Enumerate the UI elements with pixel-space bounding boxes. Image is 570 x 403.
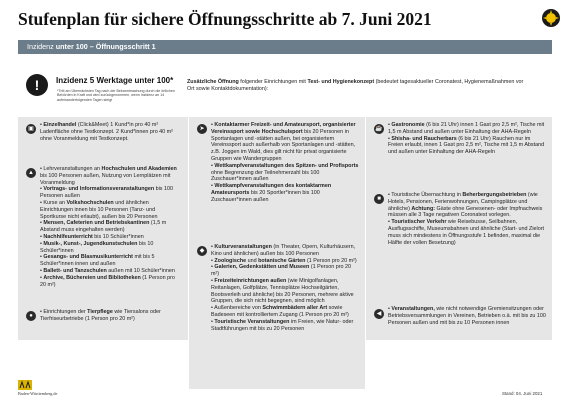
list-item: • Wettkampfveranstaltungen des Spitzen- und Profisports ohne Begrenzung der Teilnehmerzahl bis 100 Zuschauer*innen außen [211,162,359,183]
list-item: • Kulturveranstaltungen (in Theater, Opern, Kulturhäusern, Kino und ähnlichen) außen bis 100 Personen [211,244,356,257]
megaphone-icon: ◀ [374,309,384,319]
list-item: • Archive, Büchereien und Bibliotheken (1 Person pro 20 m²) [40,274,175,288]
list-item: • Kurse an Volkshochschulen und ähnlichen Einrichtungen innen bis 10 Personen (Tanz- und Sportkurse nicht erlaubt), außen bis 20 Personen [40,199,158,220]
bw-lions-logo-icon [18,380,32,390]
list-item: • Lehrveranstaltungen an Hochschulen und Akademien bis 100 Personen außen, Nutzung von Lernplätzen mit Voranmeldung [40,166,177,186]
intro-strong-1: Zusätzliche Öffnung [187,79,239,85]
bar-strong: unter 100 – Öffnungsschritt 1 [55,42,156,51]
cup-icon: ☕ [375,126,383,132]
intro-text-2: (bedeutet tagesaktueller Coronatest, Hygienemaßnahmen vor Ort sowie Kontaktdokumentation): [187,79,524,93]
list-item: • Wettkampfveranstaltungen des kontaktarmen Amateursports bis 20 Sportler*innen bis 100 Zuschauer*innen außen [211,183,332,203]
warning-note: *Tritt am Übernächsten Tag nach der Bekanntmachung durch die örtlichen Behörden in Kraft und wird zurückgenommen, wenn Inzidenz an 14 aufeinanderfolgenden Tagen steigt [57,89,175,102]
page-title: Stufenplan für sichere Öffnungsschritte ab 7. Juni 2021 [18,9,432,29]
list-item: • Touristischer Verkehr wie Reisebusse, Seilbahnen, Ausflugsschiffe, Museumsbahnen und ähnliche (Start- und Zielort muss sich mindestens in Öffnungsstufe 1 befinden, maximal die Hälfte der vollen Besetzung) [388,219,545,246]
list-item: • Kontaktarmer Freizeit- und Amateursport, organisierter Vereinssport sowie Hochschulsport bis 20 Personen in Sportanlagen und -stätten außen, bei organisiertem Vereinssport auch außerhalb von Sportanlagen und -stätten, z.B. Joggen im Wald, dies gilt nicht für privat organisierte Gruppen wie Wandergruppen [211,122,356,162]
list-item: • Vortrags- und Informationsveranstaltungen bis 100 Personen außen [40,186,173,200]
bar-prefix: Inzidenz [27,42,56,51]
state-crest-icon [541,8,561,28]
list-item: • Shisha- und Raucherbars (6 bis 21 Uhr) Rauchen nur im Freien erlaubt, innen 1 Gast pro 2,5 m², Tische mit 1,5 m Abstand und außen unter Einhaltung der AHA-Regeln [388,135,545,156]
list-item: • Gesangs- und Blasmusikunterricht mit bis 5 Schüler*innen innen und außen [40,254,155,268]
list-item: • Mensen, Cafeterien und Betriebskantinen (1,5 m Abstand muss eingehalten werden) [40,220,167,234]
list-item: • Nachhilfeunterricht bis 10 Schüler*innen [40,233,144,240]
list-item: • Außenbereiche von Schwimmbädern aller Art sowie Badeseen mit kontrolliertem Zugang (1 Person pro 20 m²) [211,305,349,318]
panel-sport-culture [189,117,365,389]
list-item: • Zoologische und botanische Gärten (1 Person pro 20 m²) [211,257,357,264]
block-sport [211,122,359,204]
graduation-icon: ▲ [26,168,36,178]
list-item: • Musik-, Kunst-, Jugendkunstschulen bis 10 Schüler*innen [40,240,154,254]
intro-strong-2: Test- und Hygienekonzept [307,79,375,85]
shopping-bag-icon: ▣ [26,124,36,134]
block-tourism [388,192,546,246]
block-retail [40,122,182,142]
running-icon: ➤ [197,124,207,134]
warning-icon: ! [26,74,48,96]
list-item: • Galerien, Gedenkstätten und Museen (1 Person pro 20 m²) [211,264,352,278]
warning-title: Inzidenz 5 Werktage unter 100* [56,76,174,85]
list-item: • Einrichtungen der Tierpflege wie Tiersalons oder Tierfriseurbetriebe (1 Person pro 20 m²) [40,309,161,322]
bed-icon: ■ [374,194,384,204]
list-item: • Touristische Veranstaltungen im Freien, wie Natur- oder Stadtführungen mit bis zu 20 Personen [211,318,354,332]
theater-icon: ◆ [197,246,207,256]
intro-text [187,79,527,93]
footer-logo-text: Baden-Württemberg.de [18,391,58,396]
list-item: • Touristische Übernachtung in Beherbergungsbetrieben (wie Hotels, Pensionen, Ferienwohnungen, Campingplätze und ähnliche) Achtung: Gäste ohne Genesenen- oder Impfnachweis müssen alle 3 Tage negativen Coronatest vorlegen. [388,192,543,219]
paw-icon: ● [26,311,36,321]
block-events [388,306,546,326]
footer-date: Stand: 04. Juni 2021 [502,391,543,396]
list-item: • Einzelhandel (Click&Meet) 1 Kund*in pro 40 m² Ladenfläche ohne Testkonzept. 2 Kund*innen pro 40 m² ohne Voranmeldung mit Testkonzept. [40,122,173,142]
block-pets [40,309,182,323]
incidence-bar [18,40,552,54]
list-item: • Ballett- und Tanzschulen außen mit 10 Schüler*innen [40,267,175,274]
list-item: • Freizeiteinrichtungen außen (wie Minigolfanlagen, Reitanlagen, Golfplätze, Tennisplätze Hochseilgärten, Bootsverleih und ähnliche) bis 20 Personen, mehrere aktive Gruppen, die sich nicht begegnen, sind möglich [211,277,354,305]
block-education [40,166,182,288]
list-item: • Veranstaltungen, wie nicht notwendige Gremiensitzungen oder Betriebsversammlungen in Vereinen, Betrieben o.ä. mit bis zu 100 Personen außen und mit bis zu 10 Personen innen [388,306,546,326]
list-item: • Gastronomie (6 bis 21 Uhr) innen 1 Gast pro 2,5 m², Tische mit 1,5 m Abstand und außen unter Einhaltung der AHA-Regeln [388,122,545,135]
intro-text-1: folgender Einrichtungen mit [238,79,308,85]
panel-pets [18,302,188,340]
block-culture [211,244,359,332]
block-gastro [388,122,546,156]
panel-events [366,300,552,340]
